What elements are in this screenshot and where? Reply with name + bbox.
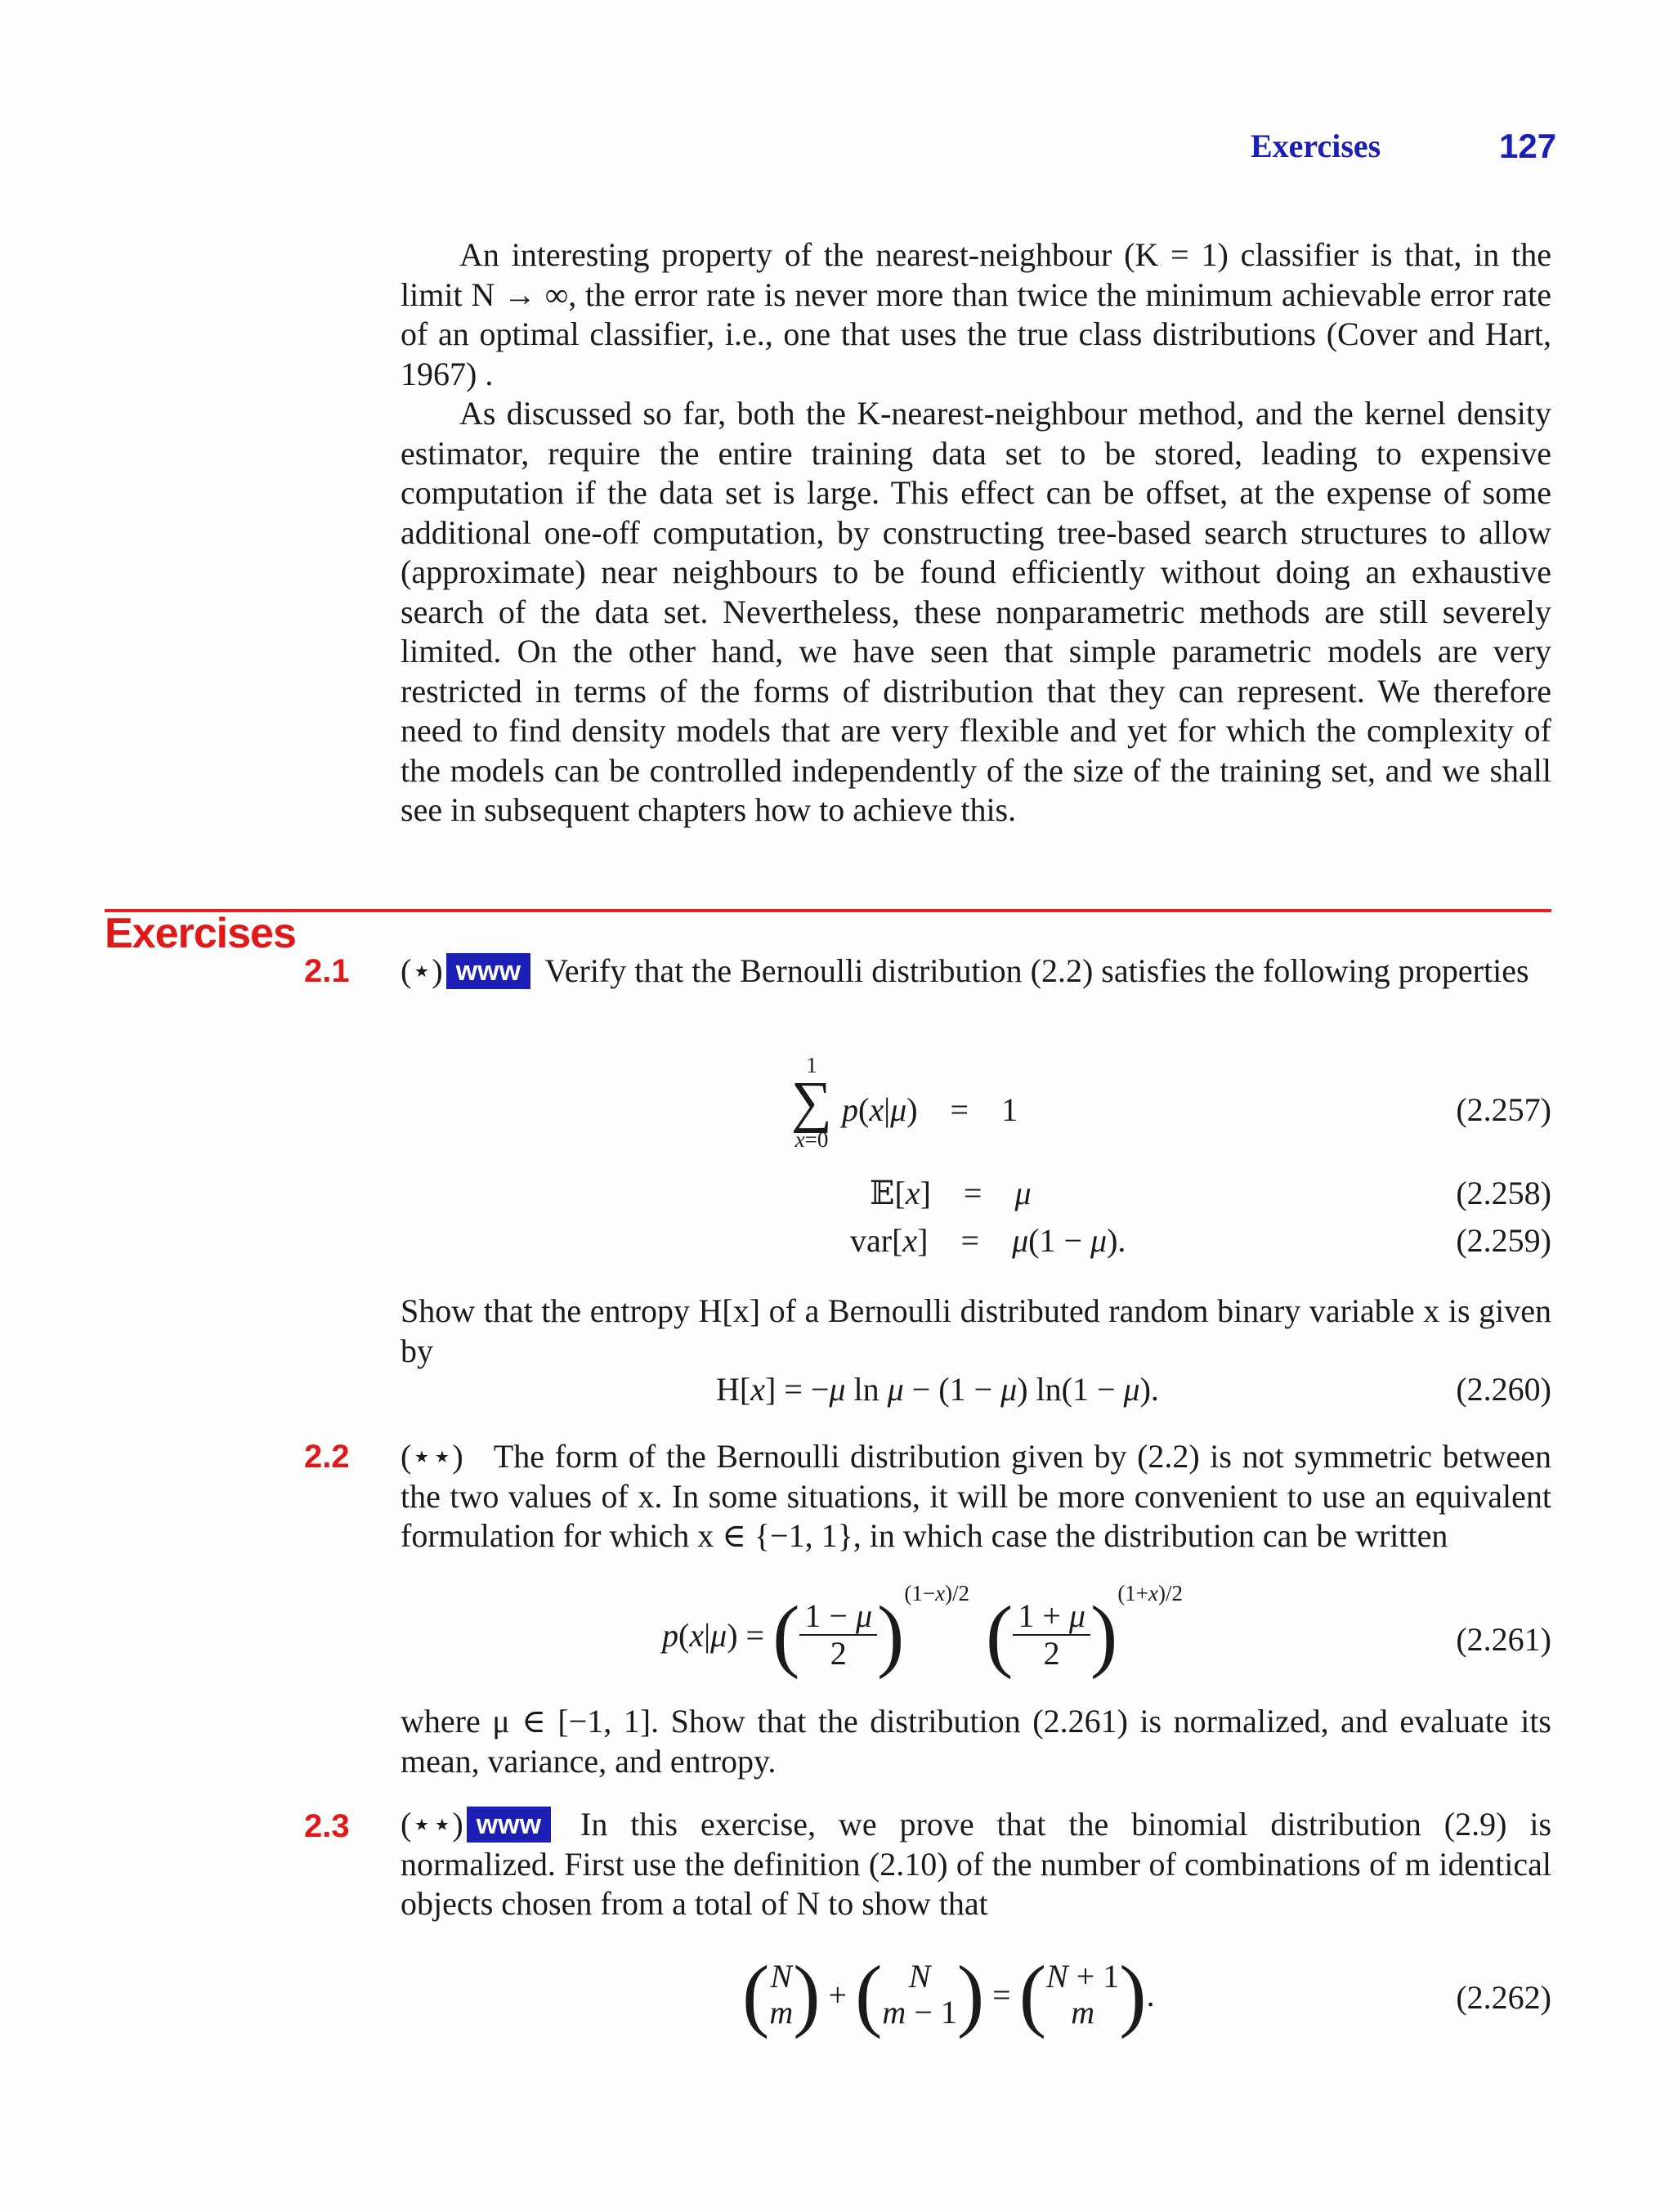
exercise-number-2-3: 2.3: [304, 1808, 350, 1844]
equation-number-2-260: (2.260): [1456, 1371, 1551, 1408]
exercise-2-3-text: [401, 1805, 1551, 1924]
exercise-number-2-2: 2.2: [304, 1439, 350, 1475]
www-badge: www: [467, 1807, 551, 1843]
exercise-2-1-text-2: Show that the entropy H[x] of a Bernoulli distributed random binary variable x is given by: [401, 1292, 1551, 1369]
running-header-section: Exercises: [1251, 128, 1381, 164]
page-number: 127: [1499, 127, 1557, 165]
exercise-2-2-statement: The form of the Bernoulli distribution given by (2.2) is not symmetric between the two values of x. In some situations, it will be more convenient to use an equivalent formulation for which x ∈ {−1, 1}, in which case the distribution can be written: [401, 1438, 1551, 1554]
difficulty-stars: (⋆): [401, 952, 443, 989]
exercise-2-3-statement: In this exercise, we prove that the binomial distribution (2.9) is normalized. First use the definition (2.10) of the number of combinations of m identical objects chosen from a total of N to show that: [401, 1806, 1552, 1922]
equation-number-2-261: (2.261): [1456, 1621, 1551, 1658]
equation-2-257: p(x|μ) = 1: [842, 1091, 1018, 1128]
equation-number-2-258: (2.258): [1456, 1175, 1551, 1211]
equation-2-258: 𝔼[x] = μ: [870, 1175, 1032, 1211]
exercise-2-2-text-2: where μ ∈ [−1, 1]. Show that the distribution (2.261) is normalized, and evaluate its mean, variance, and entropy.: [401, 1703, 1551, 1780]
difficulty-stars: (⋆⋆): [401, 1806, 463, 1843]
equation-number-2-259: (2.259): [1456, 1222, 1551, 1259]
intro-paragraph-2: As discussed so far, both the K-nearest-neighbour method, and the kernel density estimator, require the entire training data set to be stored, leading to expensive computation if the data set is large. This effect can be offset, at the expense of some additional one-off computation, by constructing tree-based search structures to allow (approximate) near neighbours to be found efficiently without doing an exhaustive search of the data set. Nevertheless, these nonparametric methods are still severely limited. On the other hand, we have seen that simple parametric models are very restricted in terms of the forms of distribution that they can represent. We therefore need to find density models that are very flexible and yet for which the complexity of the models can be controlled independently of the size of the training set, and we shall see in subsequent chapters how to achieve this.: [401, 395, 1551, 828]
equation-2-257-sum: 1 ∑ x=0: [791, 1053, 832, 1152]
exercises-heading: Exercises: [105, 910, 296, 957]
equation-2-261: p(x|μ) = ( $\frac{1 - \mu}{2}$ ) (1−x)/2 ( $\frac{1 + \mu}{2}$ ) (1+x)/2: [662, 1581, 1184, 1680]
exercise-2-1-text: [401, 952, 1551, 992]
exercise-2-2-text: [401, 1437, 1551, 1556]
exercise-number-2-1: 2.1: [304, 953, 350, 989]
www-badge: www: [446, 953, 530, 989]
section-rule: [105, 909, 1551, 912]
difficulty-stars: (⋆⋆): [401, 1438, 463, 1475]
intro-text: [401, 235, 1551, 831]
intro-paragraph-1: An interesting property of the nearest-neighbour (K = 1) classifier is that, in the limit N → ∞, the error rate is never more than twice the minimum achievable error rate of an optimal classifier, i.e., one that uses the true class distributions (Cover and Hart, 1967) .: [401, 236, 1551, 392]
equation-2-262: ( N m ) + ( N m − 1 ) = ( N + 1 m ) .: [742, 1949, 1155, 2040]
equation-2-259: var[x] = μ(1 − μ).: [850, 1222, 1126, 1259]
equation-2-260: H[x] = −μ ln μ − (1 − μ) ln(1 − μ).: [716, 1371, 1159, 1408]
exercise-2-1-statement: Verify that the Bernoulli distribution (2.2) satisfies the following properties: [544, 952, 1529, 989]
equation-number-2-262: (2.262): [1456, 1979, 1551, 2016]
equation-number-2-257: (2.257): [1456, 1091, 1551, 1128]
